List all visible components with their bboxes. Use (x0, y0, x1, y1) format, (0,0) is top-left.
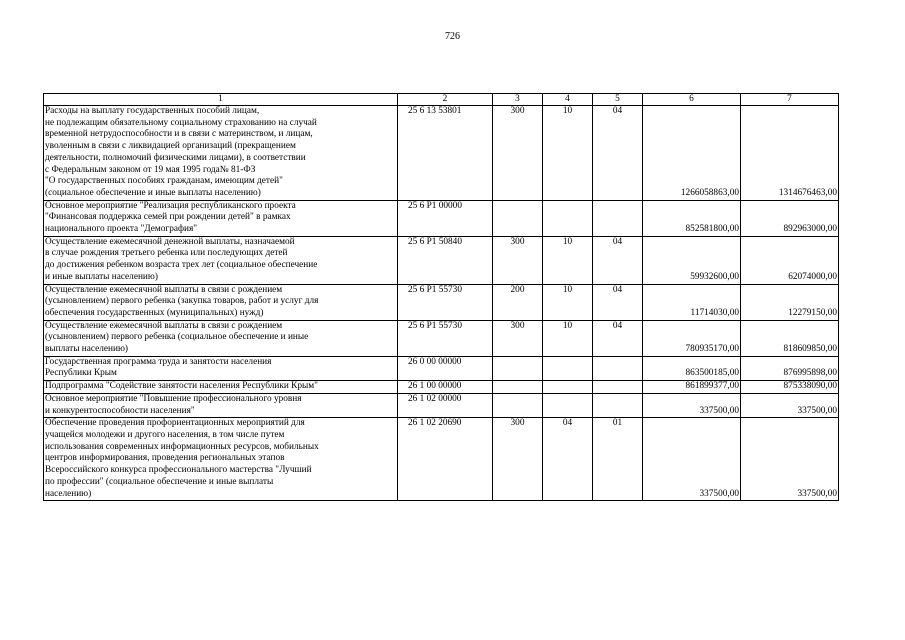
column-header: 2 (398, 94, 493, 106)
amount-year-2: 337500,00 (741, 418, 839, 501)
row-name: Основное мероприятие "Повышение профессионального уровня и конкурентоспособности населения" (44, 393, 398, 417)
table-row (44, 418, 839, 501)
subsection-code: 01 (593, 418, 643, 501)
section-code: 04 (543, 418, 593, 501)
section-code (543, 381, 593, 394)
column-header: 1 (44, 94, 398, 106)
page-number: 726 (445, 31, 460, 42)
expense-type-code (493, 381, 543, 394)
table-row (44, 236, 839, 284)
budget-code: 25 6 P1 50840 (398, 236, 493, 284)
budget-code: 25 6 P1 00000 (398, 200, 493, 236)
section-code: 10 (543, 236, 593, 284)
table-row (44, 200, 839, 236)
subsection-code: 04 (593, 284, 643, 320)
section-code: 10 (543, 284, 593, 320)
table-row (44, 320, 839, 356)
subsection-code (593, 356, 643, 380)
expense-type-code (493, 393, 543, 417)
amount-year-2: 12279150,00 (741, 284, 839, 320)
amount-year-1: 780935170,00 (643, 320, 741, 356)
expense-type-code: 300 (493, 236, 543, 284)
amount-year-2: 875338090,00 (741, 381, 839, 394)
amount-year-2: 818609850,00 (741, 320, 839, 356)
expense-type-code (493, 200, 543, 236)
row-name: Осуществление ежемесячной выплаты в связи с рождением (усыновлением) первого ребенка (социальное обеспечение и иные выплаты населению) (44, 320, 398, 356)
table-header-row (44, 94, 839, 106)
section-code (543, 200, 593, 236)
amount-year-1: 337500,00 (643, 393, 741, 417)
budget-code: 25 6 P1 55730 (398, 284, 493, 320)
row-name: Осуществление ежемесячной выплаты в связи с рождением (усыновлением) первого ребенка (закупка товаров, работ и услуг для обеспечения государственных (муниципальных) нужд) (44, 284, 398, 320)
amount-year-1: 1266058863,00 (643, 106, 741, 201)
subsection-code (593, 200, 643, 236)
amount-year-1: 861899377,00 (643, 381, 741, 394)
table-row (44, 356, 839, 380)
section-code: 10 (543, 320, 593, 356)
subsection-code: 04 (593, 106, 643, 201)
section-code: 10 (543, 106, 593, 201)
amount-year-1: 11714030,00 (643, 284, 741, 320)
row-name: Подпрограмма "Содействие занятости населения Республики Крым" (44, 381, 398, 394)
budget-code: 26 0 00 00000 (398, 356, 493, 380)
subsection-code (593, 381, 643, 394)
row-name: Государственная программа труда и занятости населения Республики Крым (44, 356, 398, 380)
amount-year-2: 876995898,00 (741, 356, 839, 380)
column-header: 6 (643, 94, 741, 106)
budget-table (43, 93, 839, 501)
amount-year-2: 62074000,00 (741, 236, 839, 284)
expense-type-code: 200 (493, 284, 543, 320)
section-code (543, 393, 593, 417)
row-name: Осуществление ежемесячной денежной выплаты, назначаемой в случае рождения третьего ребенка или последующих детей до достижения ребенком возраста трех лет (социальное обеспечение и иные выплаты населению) (44, 236, 398, 284)
column-header: 3 (493, 94, 543, 106)
amount-year-2: 892963000,00 (741, 200, 839, 236)
table-row (44, 284, 839, 320)
budget-code: 25 6 P1 55730 (398, 320, 493, 356)
amount-year-1: 59932600,00 (643, 236, 741, 284)
subsection-code (593, 393, 643, 417)
column-header: 7 (741, 94, 839, 106)
amount-year-1: 863500185,00 (643, 356, 741, 380)
table-row (44, 393, 839, 417)
amount-year-1: 852581800,00 (643, 200, 741, 236)
amount-year-2: 337500,00 (741, 393, 839, 417)
section-code (543, 356, 593, 380)
table-row (44, 381, 839, 394)
column-header: 4 (543, 94, 593, 106)
amount-year-2: 1314676463,00 (741, 106, 839, 201)
column-header: 5 (593, 94, 643, 106)
expense-type-code: 300 (493, 106, 543, 201)
budget-code: 26 1 00 00000 (398, 381, 493, 394)
expense-type-code (493, 356, 543, 380)
row-name: Основное мероприятие "Реализация республиканского проекта "Финансовая поддержка семей при рождении детей" в рамках национального проекта "Демография" (44, 200, 398, 236)
budget-code: 25 6 13 53801 (398, 106, 493, 201)
table-row (44, 106, 839, 201)
expense-type-code: 300 (493, 320, 543, 356)
expense-type-code: 300 (493, 418, 543, 501)
subsection-code: 04 (593, 236, 643, 284)
budget-code: 26 1 02 00000 (398, 393, 493, 417)
row-name: Обеспечение проведения профориентационных мероприятий для учащейся молодежи и другого населения, в том числе путем использования современных информационных ресурсов, мобильных центров информирования, проведения региональных этапов Всероссийского конкурса профессионального мастерства "Лучший по профессии" (социальное обеспечение и иные выплаты населению) (44, 418, 398, 501)
budget-code: 26 1 02 20690 (398, 418, 493, 501)
subsection-code: 04 (593, 320, 643, 356)
amount-year-1: 337500,00 (643, 418, 741, 501)
row-name: Расходы на выплату государственных пособий лицам, не подлежащим обязательному социальному страхованию на случай временной нетрудоспособности и в связи с материнством, и лицам, уволенным в связи с ликвидацией организаций (прекращением деятельности, полномочий физическими лицами), в соответствии с Федеральным законом от 19 мая 1995 года№ 81-ФЗ "О государственных пособиях гражданам, имеющим детей" (социальное обеспечение и иные выплаты населению) (44, 106, 398, 201)
